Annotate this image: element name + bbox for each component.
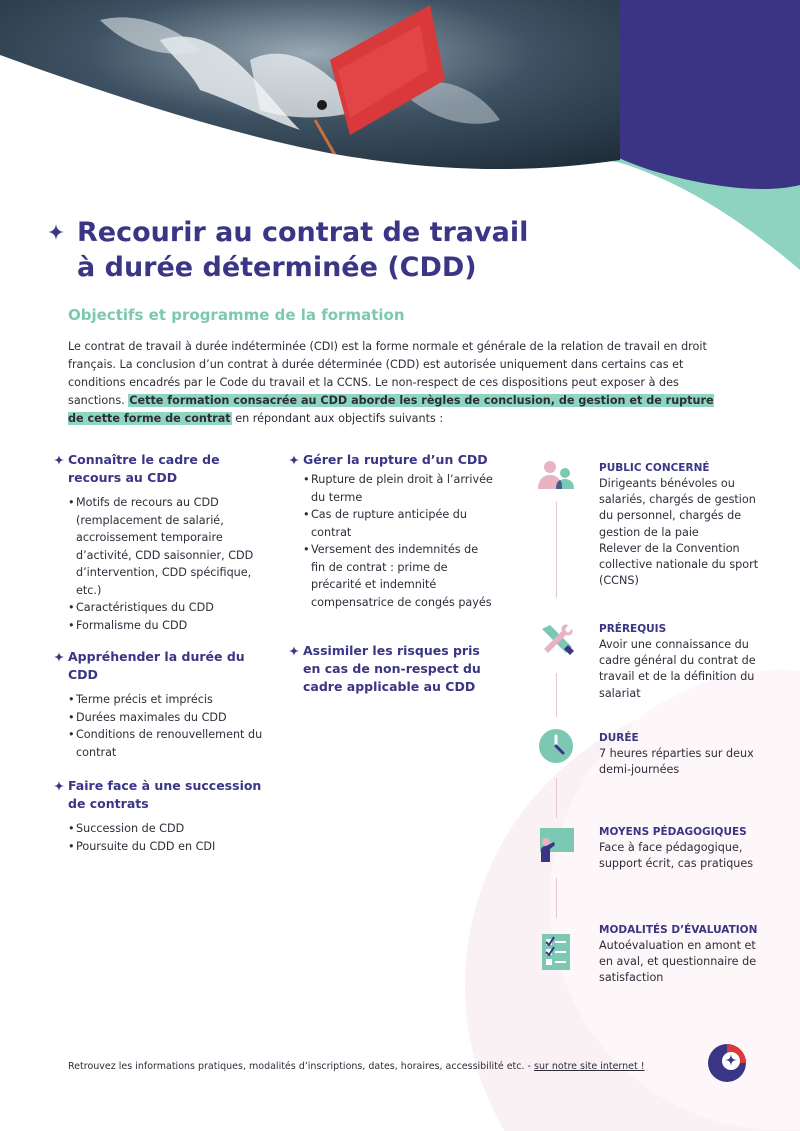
list-item: • Durées maximales du CDD — [68, 709, 264, 727]
info-duree — [599, 730, 759, 778]
list-item: • Formalisme du CDD — [68, 617, 264, 635]
list-item: • Rupture de plein droit à l’arrivée du terme — [303, 471, 494, 506]
info-text: 7 heures réparties sur deux demi-journées — [599, 747, 754, 777]
section-duree-cdd — [54, 648, 264, 761]
bullet-list — [54, 494, 264, 634]
page-title — [77, 215, 597, 285]
sparkle-icon — [48, 224, 64, 240]
info-evaluation — [599, 922, 759, 987]
list-item: • Caractéristiques du CDD — [68, 599, 264, 617]
section-succession-contrats — [54, 777, 264, 855]
list-item: • Poursuite du CDD en CDI — [68, 838, 264, 856]
section-title: Appréhender la durée du CDD — [68, 649, 245, 682]
info-heading: MOYENS PÉDAGOGIQUES — [599, 826, 747, 838]
divider-line — [556, 673, 557, 717]
divider-line — [556, 778, 557, 818]
divider-line — [556, 878, 557, 918]
website-link[interactable]: sur notre site internet ! — [534, 1061, 645, 1072]
list-item: • Conditions de renouvellement du contrat — [68, 726, 264, 761]
title-line-2: à durée déterminée (CDD) — [77, 252, 477, 283]
list-item: • Cas de rupture anticipée du contrat — [303, 506, 494, 541]
info-prerequis — [599, 621, 759, 702]
clock-icon — [538, 728, 574, 764]
list-item: • Succession de CDD — [68, 820, 264, 838]
windsurfer-photo — [0, 0, 620, 180]
info-text: Dirigeants bénévoles ou salariés, chargés de gestion du personnel, chargés de gestion de la paie Relever de la Convention collective nationale du sport (CCNS) — [599, 477, 759, 588]
list-item: • Motifs de recours au CDD (remplacement de salarié, accroissement temporaire d’activité, CDD saisonnier, CDD d’intervention, CDD spécifique, etc.) — [68, 494, 264, 599]
section-title: Faire face à une succession de contrats — [68, 778, 262, 811]
info-heading: MODALITÉS D’ÉVALUATION — [599, 924, 758, 936]
info-heading: PRÉREQUIS — [599, 623, 667, 635]
info-heading: DURÉE — [599, 732, 639, 744]
intro-paragraph — [68, 338, 733, 428]
footer — [68, 1061, 645, 1072]
info-text: Avoir une connaissance du cadre général du contrat de travail et de la définition du salariat — [599, 638, 756, 700]
section-title: Assimiler les risques pris en cas de non-respect du cadre applicable au CDD — [303, 643, 481, 694]
people-icon — [538, 459, 576, 491]
list-item: • Terme précis et imprécis — [68, 691, 264, 709]
title-line-1: Recourir au contrat de travail — [77, 217, 529, 248]
info-text: Face à face pédagogique, support écrit, cas pratiques — [599, 841, 754, 871]
teacher-board-icon — [536, 826, 576, 862]
section-cadre-recours — [54, 451, 264, 634]
bullet-list — [289, 471, 494, 611]
bullet-list — [54, 691, 264, 761]
tools-icon — [538, 621, 576, 659]
section-subtitle: Objectifs et programme de la formation — [68, 306, 405, 324]
info-moyens — [599, 824, 759, 872]
list-item: • Versement des indemnités de fin de contrat : prime de précarité et indemnité compensatrice de congés payés — [303, 541, 494, 611]
intro-text-end: en répondant aux objectifs suivants : — [231, 412, 444, 425]
checklist-icon — [540, 932, 572, 972]
intro-text: Le contrat de travail à durée indéterminée (CDI) est la forme normale et générale de la relation de travail en droit français. La conclusion d’un contrat à durée déterminée (CDD) est autorisée uniquement dans certains cas et conditions encadrés par le Code du travail et la CCNS. Le non-respect de ces dispositions peut exposer à des sanctions. — [68, 340, 707, 407]
section-title: Connaître le cadre de recours au CDD — [68, 452, 220, 485]
bullet-list — [54, 820, 264, 855]
brand-logo — [707, 1043, 747, 1083]
sparkle-icon — [54, 781, 64, 791]
section-risques — [289, 642, 494, 696]
sparkle-icon — [54, 455, 64, 465]
sparkle-icon — [289, 455, 299, 465]
info-text: Autoévaluation en amont et en aval, et questionnaire de satisfaction — [599, 939, 757, 985]
sparkle-icon — [54, 652, 64, 662]
section-title: Gérer la rupture d’un CDD — [303, 452, 488, 467]
intro-highlight: Cette formation consacrée au CDD aborde les règles de conclusion, de gestion et de rupture de cette forme de contrat — [68, 394, 714, 425]
sparkle-icon — [289, 646, 299, 656]
section-rupture-cdd — [289, 451, 494, 611]
info-public — [599, 460, 759, 589]
info-heading: PUBLIC CONCERNÉ — [599, 462, 710, 474]
divider-line — [556, 502, 557, 598]
footer-text: Retrouvez les informations pratiques, modalités d’inscriptions, dates, horaires, accessibilité etc. - — [68, 1061, 534, 1072]
